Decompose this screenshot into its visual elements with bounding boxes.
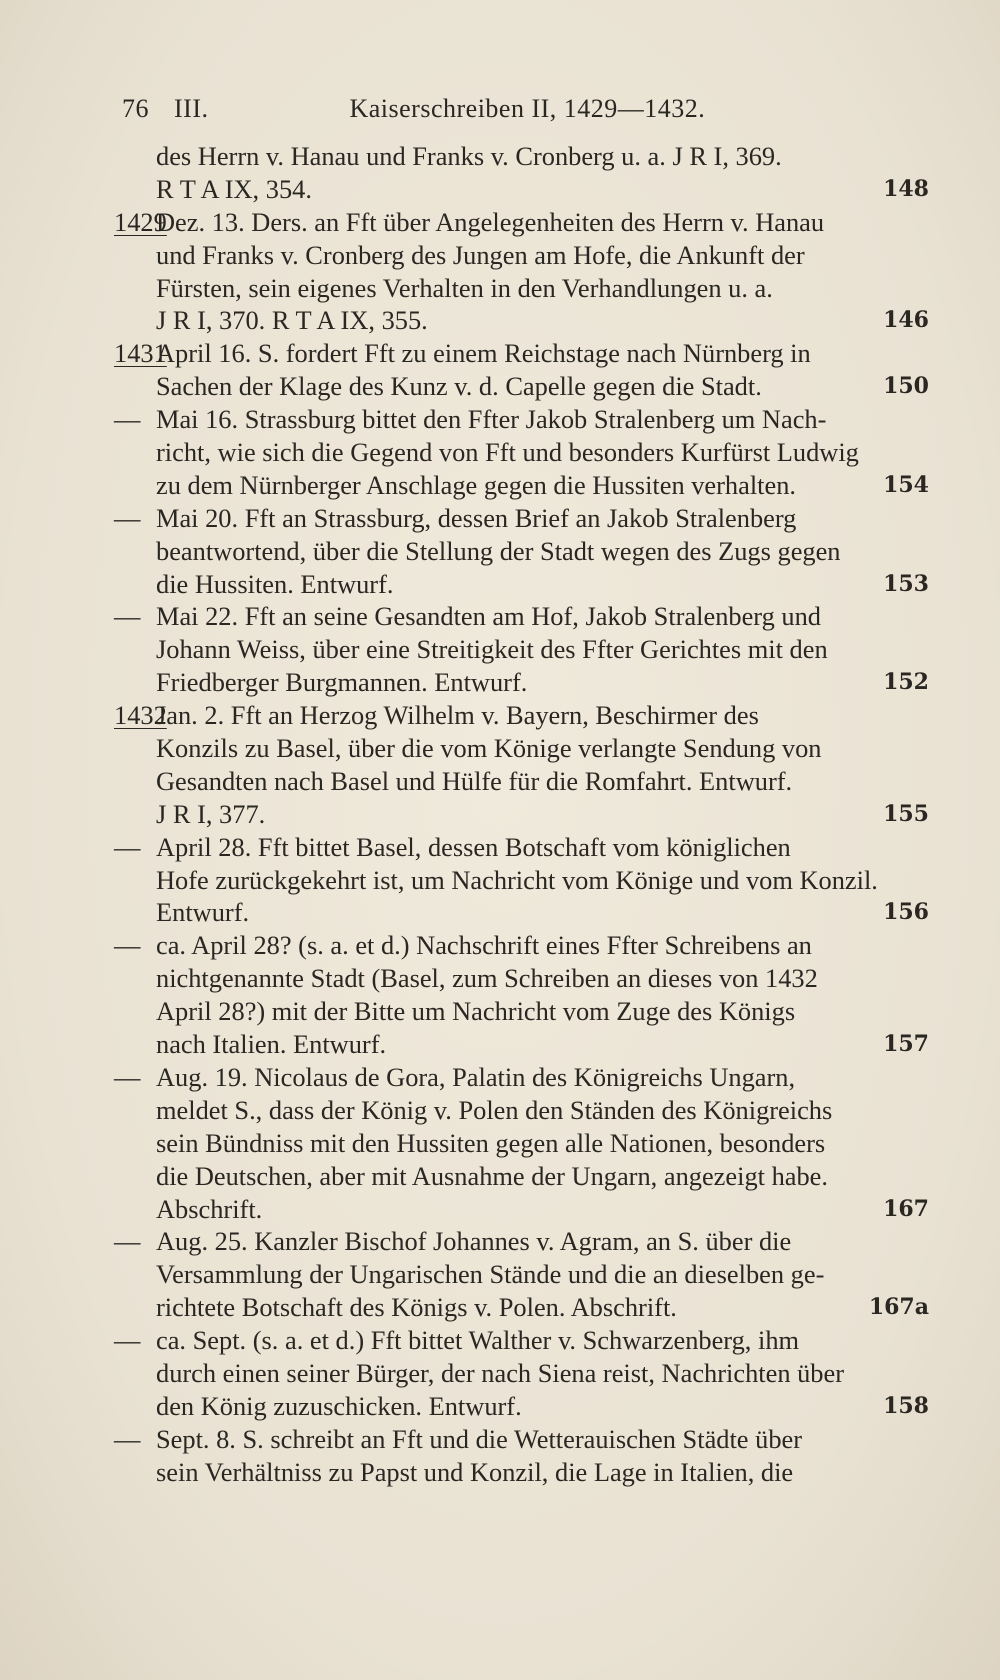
line-content [156, 568, 929, 601]
text-line [114, 272, 929, 305]
document-number: 148 [883, 175, 929, 202]
line-text [114, 337, 811, 370]
text-line [114, 1291, 929, 1324]
document-number: 156 [883, 899, 929, 926]
continuation-dash: — [114, 1423, 141, 1454]
line-text [156, 568, 393, 601]
line-text [114, 1324, 799, 1357]
line-text [156, 239, 805, 272]
text-line [114, 239, 929, 272]
text-line [114, 1127, 929, 1160]
continuation-dash: — [114, 1061, 141, 1092]
line-content [156, 1193, 929, 1226]
document-number: 154 [883, 471, 929, 498]
entry-text: Mai 16. Strassburg bittet den Ffter Jakob Stralenberg um Nach- [156, 404, 827, 435]
entry-text: Dez. 13. Ders. an Fft über Angelegenheiten des Herrn v. Hanau [156, 206, 825, 237]
line-content [156, 732, 929, 765]
document-number: 150 [883, 373, 929, 400]
document-number: 153 [883, 570, 929, 597]
line-text [156, 732, 822, 765]
line-content [114, 206, 929, 239]
text-line [114, 1423, 929, 1456]
continuation-dash: — [114, 502, 141, 533]
text-line [114, 864, 929, 897]
text-line [114, 600, 929, 633]
section-label: III. [174, 94, 209, 123]
line-content [114, 1225, 929, 1258]
line-text [156, 1028, 386, 1061]
text-line [114, 140, 929, 173]
text-line [114, 1160, 929, 1193]
entry-text: J R I, 370. R T A IX, 355. [156, 305, 428, 336]
text-line [114, 1028, 929, 1061]
entry-text: Konzils zu Basel, über die vom Könige verlangte Sendung von [156, 733, 822, 764]
entry-text: Johann Weiss, über eine Streitigkeit des Ffter Gerichtes mit den [156, 634, 828, 665]
line-content [156, 1357, 929, 1390]
line-text [156, 798, 265, 831]
line-text [114, 403, 826, 436]
text-line [114, 173, 929, 206]
entry-text: beantwortend, über die Stellung der Stadt wegen des Zugs gegen [156, 535, 841, 566]
line-text [156, 173, 312, 206]
text-line [114, 666, 929, 699]
line-content [156, 1456, 929, 1489]
line-content [156, 633, 929, 666]
entry-text: richt, wie sich die Gegend von Fft und besonders Kurfürst Ludwig [156, 437, 859, 468]
continuation-dash: — [114, 404, 141, 435]
line-content [114, 502, 929, 535]
document-number: 167a [868, 1294, 929, 1321]
line-text [156, 535, 841, 568]
text-line [114, 568, 929, 601]
document-number: 157 [883, 1031, 929, 1058]
line-text [156, 1258, 824, 1291]
running-title: Kaiserschreiben II, 1429—1432. [349, 94, 706, 123]
entry-text: nichtgenannte Stadt (Basel, zum Schreiben an dieses von 1432 [156, 963, 818, 994]
line-text [156, 1291, 677, 1324]
entry-text: Aug. 19. Nicolaus de Gora, Palatin des Königreichs Ungarn, [156, 1061, 796, 1092]
text-line [114, 469, 929, 502]
entry-text: Fürsten, sein eigenes Verhalten in den Verhandlungen u. a. [156, 272, 773, 303]
line-content [156, 798, 929, 831]
line-text [114, 1225, 791, 1258]
line-content [156, 436, 929, 469]
entry-text: Abschrift. [156, 1193, 263, 1224]
line-text [156, 469, 796, 502]
entry-text: Jan. 2. Fft an Herzog Wilhelm v. Bayern, Beschirmer des [156, 700, 759, 731]
line-content [156, 469, 929, 502]
text-line [114, 1193, 929, 1226]
text-line [114, 1456, 929, 1489]
entry-text: April 28?) mit der Bitte um Nachricht vom Zuge des Königs [156, 996, 796, 1027]
line-content [156, 962, 929, 995]
line-content [156, 239, 929, 272]
entry-text: nach Italien. Entwurf. [156, 1029, 387, 1060]
line-text [156, 962, 818, 995]
text-line [114, 436, 929, 469]
line-text [156, 1390, 522, 1423]
entry-text: richtete Botschaft des Königs v. Polen. Abschrift. [156, 1292, 677, 1323]
line-content [156, 1160, 929, 1193]
line-text [114, 1423, 802, 1456]
entry-text: Friedberger Burgmannen. Entwurf. [156, 667, 528, 698]
text-line [114, 699, 929, 732]
line-text [114, 929, 812, 962]
line-content [156, 1390, 929, 1423]
entry-text: ca. Sept. (s. a. et d.) Fft bittet Walther v. Schwarzenberg, ihm [156, 1325, 800, 1356]
line-text [156, 864, 878, 897]
line-content [156, 1028, 929, 1061]
entry-text: Entwurf. [156, 897, 250, 928]
entry-text: sein Verhältniss zu Papst und Konzil, die Lage in Italien, die [156, 1456, 794, 1487]
text-line [114, 535, 929, 568]
text-line [114, 765, 929, 798]
text-line [114, 1390, 929, 1423]
text-line [114, 206, 929, 239]
document-number: 167 [883, 1195, 929, 1222]
entry-year: 1432 [114, 700, 167, 731]
entry-text: April 28. Fft bittet Basel, dessen Botschaft vom königlichen [156, 831, 791, 862]
entry-text: zu dem Nürnberger Anschlage gegen die Hussiten verhalten. [156, 469, 797, 500]
text-line [114, 1225, 929, 1258]
text-line [114, 1324, 929, 1357]
line-content [156, 1258, 929, 1291]
entry-text: die Hussiten. Entwurf. [156, 568, 394, 599]
entry-text: und Franks v. Cronberg des Jungen am Hofe, die Ankunft der [156, 239, 805, 270]
document-number: 158 [883, 1392, 929, 1419]
register-entries [114, 140, 929, 1489]
text-line [114, 798, 929, 831]
line-content [114, 699, 929, 732]
entry-text: sein Bündniss mit den Hussiten gegen alle Nationen, besonders [156, 1127, 826, 1158]
entry-text: Sachen der Klage des Kunz v. d. Capelle gegen die Stadt. [156, 371, 762, 402]
text-line [114, 1061, 929, 1094]
line-text [156, 1193, 262, 1226]
line-content [114, 831, 929, 864]
text-line [114, 403, 929, 436]
continuation-dash: — [114, 1325, 141, 1356]
line-text [156, 370, 762, 403]
line-text [156, 995, 795, 1028]
line-text [156, 272, 773, 305]
entry-text: R T A IX, 354. [156, 173, 312, 204]
entry-text: des Herrn v. Hanau und Franks v. Cronberg u. a. J R I, 369. [156, 141, 782, 171]
line-content [156, 1127, 929, 1160]
text-line [114, 633, 929, 666]
text-line [114, 995, 929, 1028]
line-text [156, 633, 828, 666]
line-text [156, 1456, 793, 1489]
line-content [156, 864, 929, 897]
entry-text: Aug. 25. Kanzler Bischof Johannes v. Agram, an S. über die [156, 1226, 792, 1257]
text-line [114, 831, 929, 864]
line-text [156, 765, 792, 798]
line-content [114, 929, 929, 962]
line-content [114, 1061, 929, 1094]
line-content [114, 600, 929, 633]
text-line [114, 1258, 929, 1291]
entry-year: 1431 [114, 338, 167, 369]
line-text [114, 831, 791, 864]
line-content [114, 1423, 929, 1456]
line-text [114, 502, 796, 535]
line-content [114, 1324, 929, 1357]
line-content [156, 173, 929, 206]
continuation-dash: — [114, 831, 141, 862]
line-content [114, 403, 929, 436]
text-line [114, 962, 929, 995]
entry-text: J R I, 377. [156, 798, 266, 829]
text-line [114, 370, 929, 403]
entry-text: Mai 20. Fft an Strassburg, dessen Brief an Jakob Stralenberg [156, 502, 797, 533]
entry-text: ca. April 28? (s. a. et d.) Nachschrift eines Ffter Schreibens an [156, 930, 812, 961]
text-line [114, 502, 929, 535]
line-content [156, 1291, 929, 1324]
entry-year: 1429 [114, 206, 167, 237]
line-text [156, 304, 428, 337]
line-text [114, 600, 821, 633]
text-line [114, 896, 929, 929]
document-number: 146 [883, 307, 929, 334]
line-content [156, 272, 929, 305]
line-content [156, 370, 929, 403]
entry-text: Sept. 8. S. schreibt an Fft und die Wetterauischen Städte über [156, 1423, 803, 1454]
entry-text: durch einen seiner Bürger, der nach Siena reist, Nachrichten über [156, 1357, 844, 1388]
line-content [156, 995, 929, 1028]
line-text [114, 206, 824, 239]
entry-text: Hofe zurückgekehrt ist, um Nachricht vom Könige und vom Konzil. [156, 864, 878, 895]
page-number: 76 [122, 94, 149, 123]
line-content [156, 140, 929, 173]
document-number: 152 [883, 669, 929, 696]
line-text [156, 140, 782, 173]
continuation-dash: — [114, 930, 141, 961]
line-content [156, 896, 929, 929]
document-number: 155 [883, 800, 929, 827]
line-text [156, 896, 249, 929]
line-content [156, 304, 929, 337]
entry-text: Gesandten nach Basel und Hülfe für die Romfahrt. Entwurf. [156, 765, 793, 796]
text-line [114, 304, 929, 337]
line-text [156, 666, 527, 699]
entry-text: Versammlung der Ungarischen Stände und die an dieselben ge- [156, 1259, 825, 1290]
line-text [156, 1160, 828, 1193]
continuation-dash: — [114, 601, 141, 632]
entry-text: die Deutschen, aber mit Ausnahme der Ungarn, angezeigt habe. [156, 1160, 828, 1191]
entry-text: meldet S., dass der König v. Polen den Ständen des Königreichs [156, 1094, 833, 1125]
entry-text: Mai 22. Fft an seine Gesandten am Hof, Jakob Stralenberg und [156, 601, 821, 632]
line-content [156, 765, 929, 798]
text-line [114, 1357, 929, 1390]
running-header [122, 94, 722, 124]
line-text [114, 699, 759, 732]
line-text [156, 436, 859, 469]
line-content [156, 1094, 929, 1127]
text-line [114, 732, 929, 765]
line-content [114, 337, 929, 370]
line-content [156, 666, 929, 699]
entry-text: April 16. S. fordert Fft zu einem Reichstage nach Nürnberg in [156, 338, 811, 369]
line-text [156, 1094, 832, 1127]
line-text [156, 1357, 844, 1390]
line-text [114, 1061, 795, 1094]
text-line [114, 337, 929, 370]
text-line [114, 1094, 929, 1127]
continuation-dash: — [114, 1226, 141, 1257]
entry-text: den König zuzuschicken. Entwurf. [156, 1390, 522, 1421]
line-text [156, 1127, 825, 1160]
text-line [114, 929, 929, 962]
line-content [156, 535, 929, 568]
